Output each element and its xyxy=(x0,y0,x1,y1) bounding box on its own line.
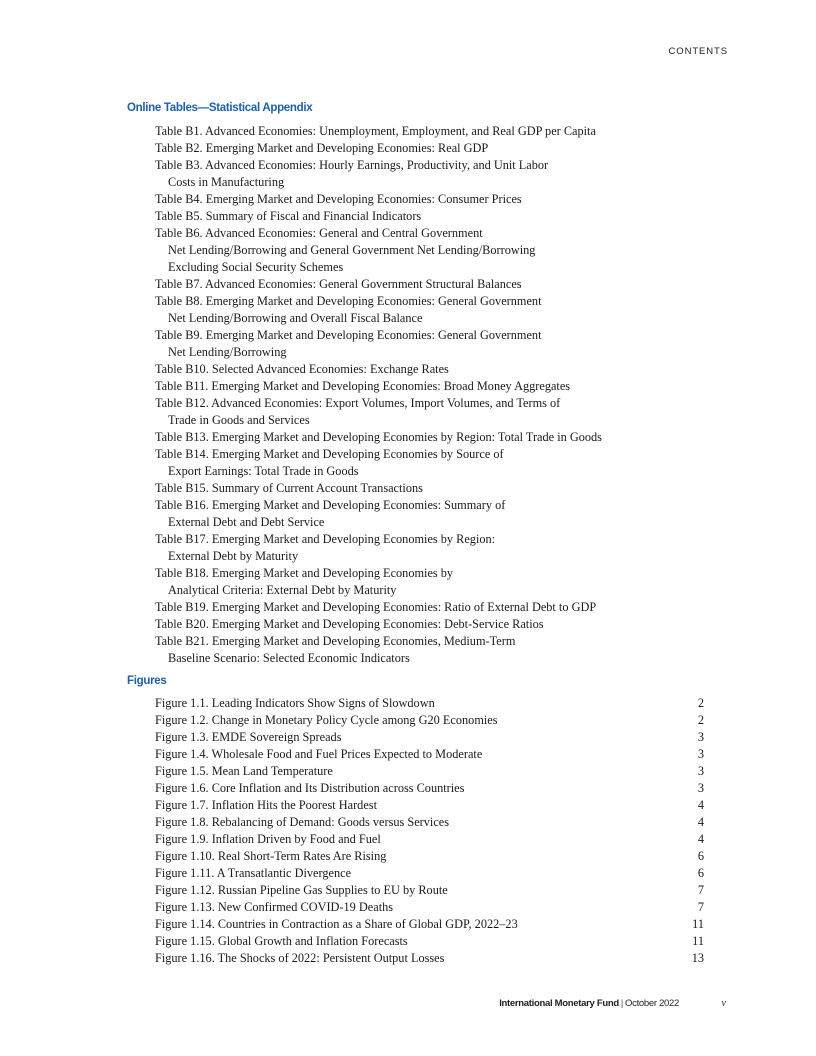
page-folio: v xyxy=(721,998,726,1009)
figure-page-number: 3 xyxy=(697,764,704,778)
section-heading-online-tables: Online Tables—Statistical Appendix xyxy=(127,102,313,114)
table-entry[interactable] xyxy=(155,276,707,293)
figure-page-number: 6 xyxy=(697,849,704,863)
table-entry[interactable] xyxy=(155,140,707,157)
figure-title: Figure 1.12. Russian Pipeline Gas Supplies to EU by Route xyxy=(155,883,448,897)
table-title: Table B10. Selected Advanced Economies: Exchange Rates xyxy=(155,362,449,376)
table-title: Table B6. Advanced Economies: General and Central Government Net Lending/Borrowing and General Government Net Lending/Borrowing Excluding Social Security Schemes xyxy=(155,226,536,274)
table-title: Table B5. Summary of Fiscal and Financial Indicators xyxy=(155,209,422,223)
figure-title: Figure 1.16. The Shocks of 2022: Persistent Output Losses xyxy=(155,951,445,965)
figure-page-number: 3 xyxy=(697,730,704,744)
table-title: Table B14. Emerging Market and Developing Economies by Source of Export Earnings: Total Trade in Goods xyxy=(155,447,504,478)
figure-title: Figure 1.9. Inflation Driven by Food and Fuel xyxy=(155,832,381,846)
figure-entry[interactable] xyxy=(155,712,707,729)
online-tables-list xyxy=(155,123,707,667)
figure-entry[interactable] xyxy=(155,933,707,950)
table-entry[interactable] xyxy=(155,208,707,225)
figure-entry[interactable] xyxy=(155,814,707,831)
table-title: Table B1. Advanced Economies: Unemployment, Employment, and Real GDP per Capita xyxy=(155,124,596,138)
table-title: Table B7. Advanced Economies: General Government Structural Balances xyxy=(155,277,522,291)
figure-page-number: 3 xyxy=(697,747,704,761)
figure-page-number: 11 xyxy=(692,934,704,948)
figure-title: Figure 1.2. Change in Monetary Policy Cycle among G20 Economies xyxy=(155,713,498,727)
table-entry[interactable] xyxy=(155,191,707,208)
figure-title: Figure 1.3. EMDE Sovereign Spreads xyxy=(155,730,342,744)
table-entry[interactable] xyxy=(155,633,707,667)
section-heading-figures: Figures xyxy=(127,675,167,687)
table-title: Table B4. Emerging Market and Developing Economies: Consumer Prices xyxy=(155,192,522,206)
figure-title: Figure 1.5. Mean Land Temperature xyxy=(155,764,333,778)
figure-page-number: 7 xyxy=(697,900,704,914)
figures-list xyxy=(155,695,707,967)
figure-entry[interactable] xyxy=(155,729,707,746)
figure-title: Figure 1.8. Rebalancing of Demand: Goods versus Services xyxy=(155,815,450,829)
table-entry[interactable] xyxy=(155,225,707,276)
figure-title: Figure 1.4. Wholesale Food and Fuel Prices Expected to Moderate xyxy=(155,747,483,761)
figure-entry[interactable] xyxy=(155,746,707,763)
figure-page-number: 2 xyxy=(697,696,704,710)
table-title: Table B20. Emerging Market and Developing Economies: Debt-Service Ratios xyxy=(155,617,544,631)
footer-organization: International Monetary Fund xyxy=(499,998,619,1009)
running-head: CONTENTS xyxy=(668,46,728,57)
table-title: Table B15. Summary of Current Account Transactions xyxy=(155,481,423,495)
table-entry[interactable] xyxy=(155,480,707,497)
table-entry[interactable] xyxy=(155,123,707,140)
table-entry[interactable] xyxy=(155,531,707,565)
figure-title: Figure 1.10. Real Short-Term Rates Are Rising xyxy=(155,849,387,863)
table-title: Table B18. Emerging Market and Developing Economies by Analytical Criteria: External Debt by Maturity xyxy=(155,566,454,597)
figure-page-number: 2 xyxy=(697,713,704,727)
figure-title: Figure 1.13. New Confirmed COVID-19 Deaths xyxy=(155,900,394,914)
footer-date: October 2022 xyxy=(625,998,679,1009)
table-entry[interactable] xyxy=(155,616,707,633)
table-title: Table B12. Advanced Economies: Export Volumes, Import Volumes, and Terms of Trade in Goods and Services xyxy=(155,396,561,427)
table-entry[interactable] xyxy=(155,395,707,429)
table-title: Table B9. Emerging Market and Developing Economies: General Government Net Lending/Borrowing xyxy=(155,328,542,359)
figure-entry[interactable] xyxy=(155,797,707,814)
figure-entry[interactable] xyxy=(155,865,707,882)
table-title: Table B11. Emerging Market and Developing Economies: Broad Money Aggregates xyxy=(155,379,571,393)
footer-source xyxy=(499,998,679,1009)
figure-entry[interactable] xyxy=(155,780,707,797)
figure-page-number: 4 xyxy=(697,815,704,829)
figure-entry[interactable] xyxy=(155,848,707,865)
table-entry[interactable] xyxy=(155,446,707,480)
figure-page-number: 11 xyxy=(692,917,704,931)
figure-page-number: 4 xyxy=(697,798,704,812)
figure-entry[interactable] xyxy=(155,882,707,899)
table-entry[interactable] xyxy=(155,293,707,327)
table-title: Table B3. Advanced Economies: Hourly Earnings, Productivity, and Unit Labor Costs in Manufacturing xyxy=(155,158,549,189)
table-entry[interactable] xyxy=(155,378,707,395)
figure-title: Figure 1.11. A Transatlantic Divergence xyxy=(155,866,352,880)
figure-entry[interactable] xyxy=(155,916,707,933)
figure-title: Figure 1.15. Global Growth and Inflation Forecasts xyxy=(155,934,408,948)
figure-page-number: 13 xyxy=(691,951,704,965)
figure-title: Figure 1.1. Leading Indicators Show Signs of Slowdown xyxy=(155,696,435,710)
table-title: Table B16. Emerging Market and Developing Economies: Summary of External Debt and Debt Service xyxy=(155,498,506,529)
table-title: Table B2. Emerging Market and Developing Economies: Real GDP xyxy=(155,141,489,155)
table-title: Table B8. Emerging Market and Developing Economies: General Government Net Lending/Borrowing and Overall Fiscal Balance xyxy=(155,294,542,325)
table-entry[interactable] xyxy=(155,599,707,616)
table-entry[interactable] xyxy=(155,157,707,191)
figure-entry[interactable] xyxy=(155,831,707,848)
table-title: Table B21. Emerging Market and Developing Economies, Medium-Term Baseline Scenario: Selected Economic Indicators xyxy=(155,634,516,665)
figure-entry[interactable] xyxy=(155,899,707,916)
figure-page-number: 4 xyxy=(697,832,704,846)
table-title: Table B13. Emerging Market and Developing Economies by Region: Total Trade in Goods xyxy=(155,430,602,444)
figure-page-number: 7 xyxy=(697,883,704,897)
table-entry[interactable] xyxy=(155,429,707,446)
table-title: Table B17. Emerging Market and Developing Economies by Region: External Debt by Maturity xyxy=(155,532,496,563)
table-entry[interactable] xyxy=(155,361,707,378)
figure-entry[interactable] xyxy=(155,763,707,780)
table-entry[interactable] xyxy=(155,327,707,361)
table-title: Table B19. Emerging Market and Developing Economies: Ratio of External Debt to GDP xyxy=(155,600,597,614)
figure-entry[interactable] xyxy=(155,950,707,967)
figure-page-number: 6 xyxy=(697,866,704,880)
figure-page-number: 3 xyxy=(697,781,704,795)
figure-title: Figure 1.7. Inflation Hits the Poorest Hardest xyxy=(155,798,377,812)
figure-entry[interactable] xyxy=(155,695,707,712)
figure-title: Figure 1.6. Core Inflation and Its Distribution across Countries xyxy=(155,781,465,795)
figure-title: Figure 1.14. Countries in Contraction as a Share of Global GDP, 2022–23 xyxy=(155,917,518,931)
table-entry[interactable] xyxy=(155,565,707,599)
footer-separator: | xyxy=(620,998,624,1009)
table-entry[interactable] xyxy=(155,497,707,531)
